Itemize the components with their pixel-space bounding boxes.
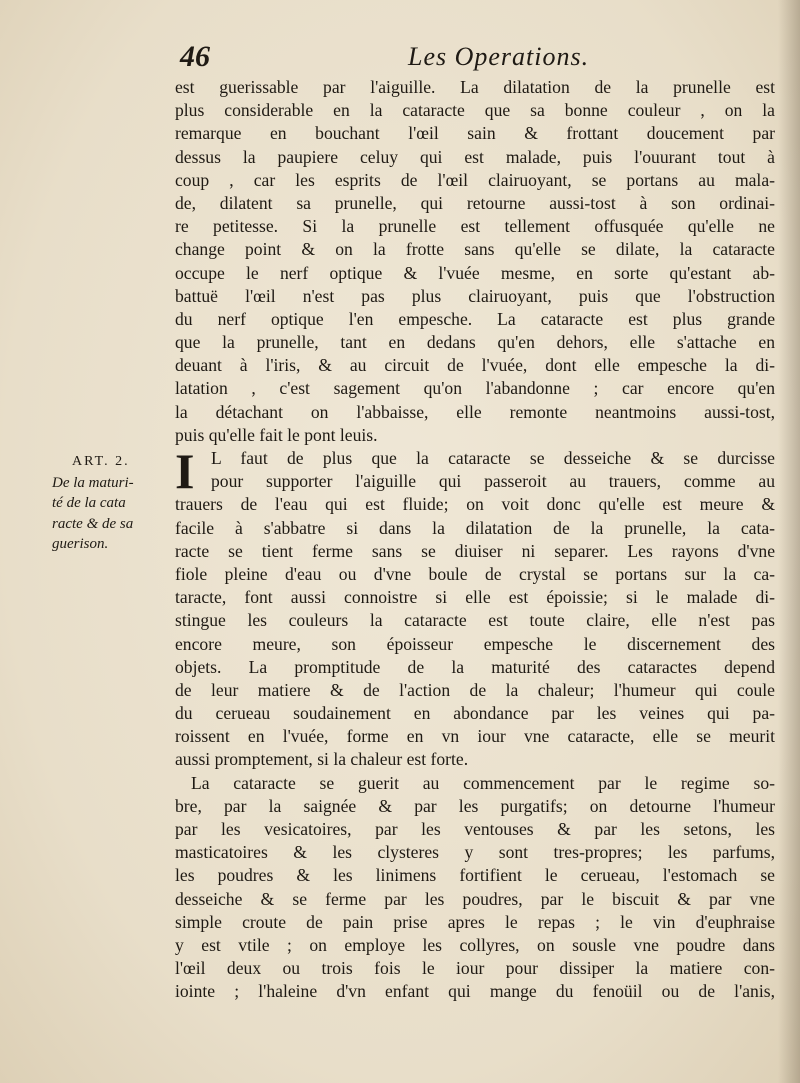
text-line: est guerissable par l'aiguille. La dilatation de la prunelle est [175,77,775,97]
text-line: du cerueau soudainement en abondance par les veines qui pa- [175,703,775,724]
text-line: aussi promptement, si la chaleur est forte. [175,749,469,770]
text-line: occupe le nerf optique & l'vuée mesme, en sorte qu'estant ab- [175,262,775,283]
text-line: trauers de l'eau qui est fluide; on voit donc qu'elle est meure & [175,494,775,515]
text-line: change point & on la frotte sans qu'elle se dilate, la cataracte [175,239,775,260]
body-text [175,76,775,1004]
text-line: fiole pleine d'eau ou d'vne boule de crystal se portans sur la ca- [175,563,775,584]
text-line: facile à s'abbatre si dans la dilatation de la prunelle, la cata- [175,517,775,538]
margin-article-label: ART. 2. [72,454,130,469]
margin-note-line: De la maturi- [52,474,134,491]
text-line: remarque en bouchant l'œil sain & frottant doucement par [175,123,775,144]
text-line: re petitesse. Si la prunelle est tellement offusquée qu'elle ne [175,216,775,237]
text-line: pour supporter l'aiguille qui passeroit au trauers, comme au [211,471,775,492]
text-line: battuë l'œil n'est pas plus clairuoyant, puis que l'obstruction [175,285,775,306]
text-line: deuant à l'iris, & au circuit de l'vuée, dont elle empesche la di- [175,355,775,376]
page-edge-shadow [778,0,800,1083]
margin-note [52,452,180,555]
text-line: de, dilatent sa prunelle, qui retourne aussi-tost à son ordinai- [175,192,775,213]
text-line: la détachant on l'abbaisse, elle remonte neantmoins aussi-tost, [175,401,775,422]
margin-note-line: guerison. [52,536,109,552]
text-line: encore meure, son époisseur empesche le discernement des [175,633,775,654]
text-line: simple croute de pain prise apres le repas ; le vin d'euphraise [175,911,775,932]
text-line: de leur matiere & de l'action de la chaleur; l'humeur qui coule [175,679,775,700]
text-line: du nerf optique l'en empesche. La cataracte est plus grande [175,308,775,329]
text-line: que la prunelle, tant en dedans qu'en dehors, elle s'attache en [175,332,775,353]
text-line: les poudres & les linimens fortifient le cerueau, l'estomach se [175,865,775,886]
page-title: Les Operations. [408,42,590,71]
text-line: iointe ; l'haleine d'vn enfant qui mange du fenoüil ou de l'anis, [175,981,775,1002]
text-line: racte se tient ferme sans se diuiser ni separer. Les rayons d'vne [175,540,775,561]
text-line: taracte, font aussi connoistre si elle est époissie; si le malade di- [175,587,775,608]
text-line: plus considerable en la cataracte que sa bonne couleur , on la [175,100,775,121]
text-line: bre, par la saignée & par les purgatifs; on detourne l'humeur [175,795,775,816]
text-line: y est vtile ; on employe les collyres, on sousle vne poudre dans [175,934,775,955]
text-line: puis qu'elle fait le pont leuis. [175,424,378,445]
text-line: L faut de plus que la cataracte se desseiche & se durcisse [211,448,775,468]
text-line: La cataracte se guerit au commencement par le regime so- [191,772,775,793]
page-number: 46 [180,40,210,73]
running-head [0,36,800,76]
text-line: dessus la paupiere celuy qui est malade, puis l'ouurant tout à [175,146,775,167]
text-line: objets. La promptitude de la maturité des cataractes depend [175,656,775,677]
margin-note-line: racte & de sa [52,515,134,532]
text-line: par les vesicatoires, par les ventouses & par les setons, les [175,819,775,839]
text-line: roissent en l'vuée, forme en vn iour vne cataracte, elle se meurit [175,726,775,747]
text-line: latation , c'est sagement qu'on l'abandonne ; car encore qu'en [175,378,775,399]
text-line: l'œil deux ou trois fois le iour pour dissiper la matiere con- [175,958,775,979]
margin-note-line: té de la cata [52,495,126,511]
text-line: coup , car les esprits de l'œil clairuoyant, se portans au mala- [175,169,775,190]
paragraph-with-dropcap [175,443,775,499]
text-line: masticatoires & les clysteres y sont tres-propres; les parfums, [175,842,775,863]
drop-cap: I [175,443,195,499]
text-line: stingue les couleurs la cataracte est toute claire, elle n'est pas [175,610,775,631]
text-line: desseiche & se ferme par les poudres, par le biscuit & par vne [175,888,775,909]
